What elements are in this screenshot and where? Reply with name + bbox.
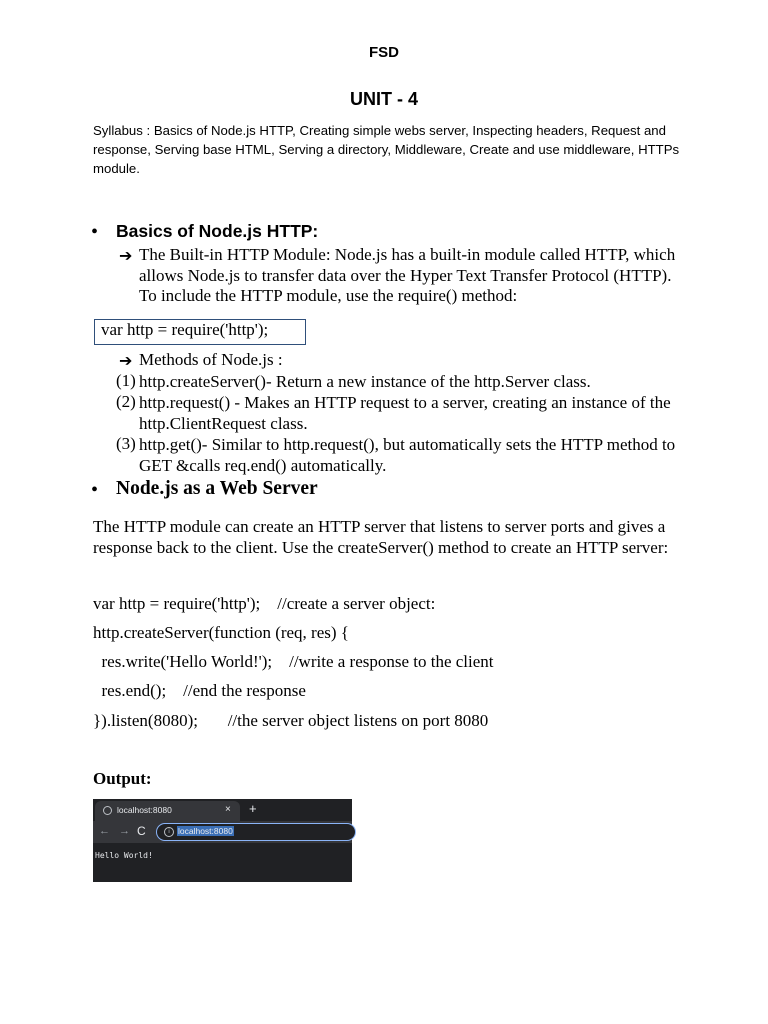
browser-tab-strip [93, 799, 352, 821]
globe-icon [103, 806, 112, 815]
method-item: http.createServer()- Return a new instance of the http.Server class. [139, 372, 591, 391]
web-server-paragraph: The HTTP module can create an HTTP server that listens to server ports and gives a response back to the client. Use the createServer() method to create an HTTP server: [93, 517, 669, 557]
arrow-icon: ➔ [119, 248, 133, 265]
methods-heading: Methods of Node.js : [139, 350, 283, 369]
method-number: (2) [116, 392, 136, 411]
output-label: Output: [93, 769, 152, 788]
reload-icon[interactable]: C [137, 824, 146, 838]
info-icon[interactable]: i [164, 827, 174, 837]
syllabus-text: Syllabus : Basics of Node.js HTTP, Creating simple webs server, Inspecting headers, Request and response, Serving base HTML, Serving a directory, Middleware, Create and use middleware, HTTPs module. [93, 123, 680, 176]
code-line: res.write('Hello World!'); //write a response to the client [93, 652, 494, 671]
close-icon[interactable]: × [225, 804, 231, 815]
browser-tab[interactable] [95, 801, 240, 821]
document-title: FSD [369, 44, 399, 61]
tab-title: localhost:8080 [117, 805, 172, 815]
method-item: http.get()- Similar to http.request(), but automatically sets the HTTP method to GET &calls req.end() automatically. [139, 435, 676, 475]
require-code: var http = require('http'); [101, 320, 269, 339]
browser-page-content [93, 843, 352, 882]
url-text[interactable]: localhost:8080 [178, 826, 233, 836]
back-arrow-icon[interactable]: ← [99, 825, 110, 837]
address-bar[interactable] [156, 823, 356, 841]
method-item: http.request() - Makes an HTTP request to a server, creating an instance of the http.ClientRequest class. [139, 393, 671, 433]
http-module-paragraph: The Built-in HTTP Module: Node.js has a built-in module called HTTP, which allows Node.js to transfer data over the Hyper Text Transfer Protocol (HTTP). To include the HTTP module, use the require() method: [139, 245, 676, 305]
browser-toolbar [93, 821, 352, 843]
browser-screenshot [93, 799, 352, 882]
code-line: var http = require('http'); //create a server object: [93, 594, 436, 613]
plus-icon[interactable]: + [249, 801, 257, 816]
section-heading-web-server: Node.js as a Web Server [116, 478, 318, 499]
forward-arrow-icon[interactable]: → [119, 825, 130, 837]
bullet-icon: • [91, 479, 99, 501]
section-heading-http: Basics of Node.js HTTP: [116, 221, 319, 241]
bullet-icon: • [91, 221, 99, 243]
arrow-icon: ➔ [119, 353, 133, 370]
unit-title: UNIT - 4 [349, 89, 418, 109]
method-number: (1) [116, 371, 136, 390]
code-line: http.createServer(function (req, res) { [93, 623, 349, 642]
code-line: res.end(); //end the response [93, 681, 306, 700]
code-line: }).listen(8080); //the server object listens on port 8080 [93, 711, 489, 730]
method-number: (3) [116, 434, 136, 453]
page-output-text: Hello World! [95, 851, 153, 860]
